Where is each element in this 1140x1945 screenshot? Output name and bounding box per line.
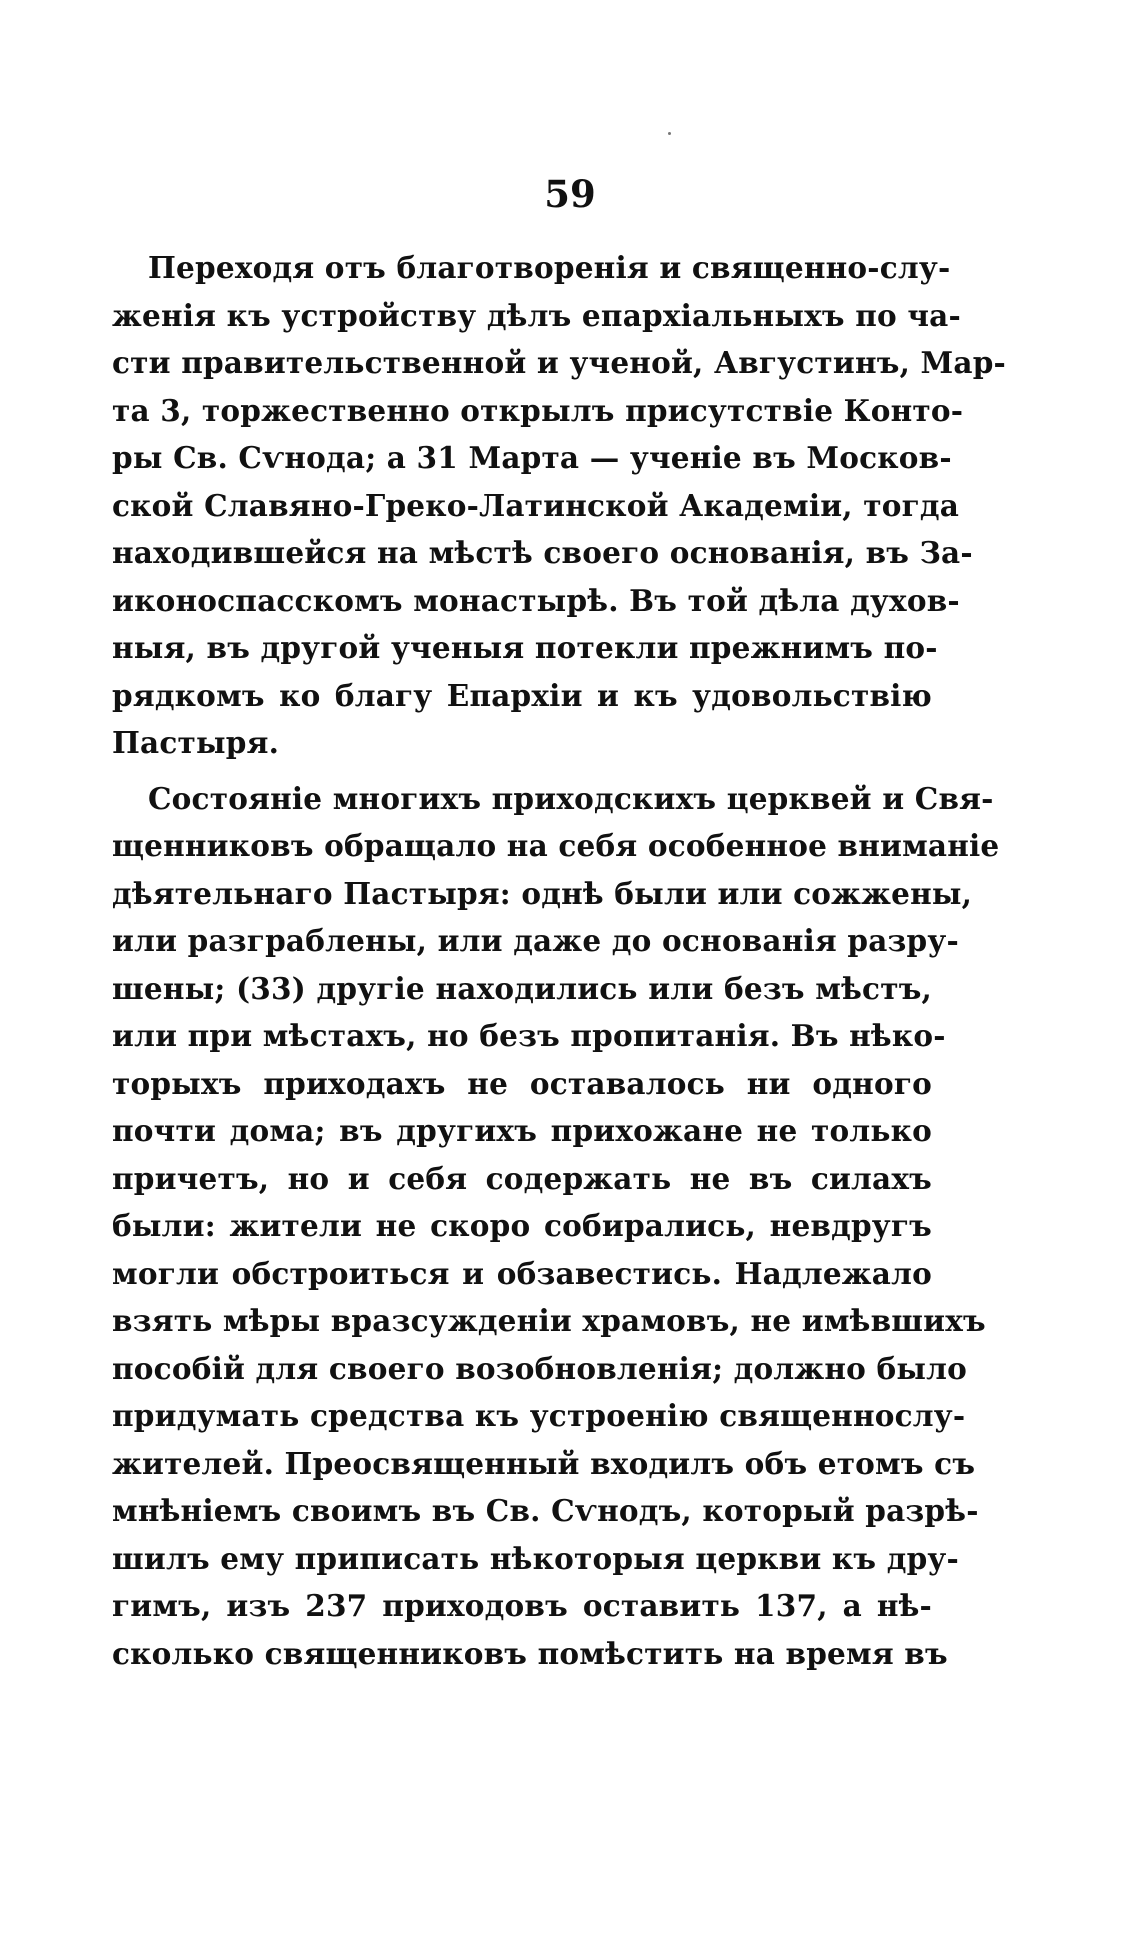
text-line: находившейся на мѣстѣ своего основанія, въ За- — [112, 535, 973, 570]
text-line: шены; (33) другіе находились или безъ мѣстъ, — [112, 970, 932, 1006]
speck-mark — [668, 132, 671, 135]
text-line: почти дома; въ другихъ прихожане не только — [112, 1113, 932, 1148]
text-line: та 3, торжественно открылъ присутствіе Конто- — [112, 392, 964, 428]
text-line: ской Славяно-Греко-Латинской Академіи, тогда — [112, 487, 960, 523]
text-line: торыхъ приходахъ не оставалось ни одного — [112, 1065, 932, 1101]
text-line: шилъ ему приписать нѣкоторыя церкви къ дру- — [112, 1540, 959, 1576]
text-line: были: жители не скоро собирались, невдругъ — [112, 1208, 932, 1243]
text-line: дѣятельнаго Пастыря: однѣ были или сожжены, — [112, 875, 973, 911]
text-line: мнѣніемъ своимъ въ Св. Сѵнодъ, который разрѣ- — [112, 1493, 979, 1528]
text-line: пособій для своего возобновленія; должно было — [112, 1350, 968, 1386]
text-line: женія къ устройству дѣлъ епархіальныхъ по ча- — [112, 297, 961, 333]
text-line: Пастыря. — [112, 725, 280, 760]
text-line: Состояніе многихъ приходскихъ церквей и Свя- — [148, 780, 994, 816]
text-line: гимъ, изъ 237 приходовъ оставить 137, а нѣ- — [112, 1588, 932, 1623]
text-line: ныя, въ другой ученыя потекли прежнимъ по- — [112, 630, 938, 665]
page-number: 59 — [544, 172, 596, 216]
paragraph-2 — [112, 775, 1000, 1678]
text-line: рядкомъ ко благу Епархіи и къ удовольствію — [112, 677, 932, 713]
text-line: причетъ, но и себя содержать не въ силахъ — [112, 1160, 932, 1196]
body-text — [112, 244, 1006, 1677]
text-line: ры Св. Сѵнода; а 31 Марта — ученіе въ Москов- — [112, 440, 952, 475]
text-line: придумать средства къ устроенію священнослу- — [112, 1398, 966, 1433]
text-line: жителей. Преосвященный входилъ объ етомъ съ — [112, 1445, 976, 1481]
text-line: щенниковъ обращало на себя особенное вниманіе — [112, 828, 1000, 863]
text-line: или при мѣстахъ, но безъ пропитанія. Въ нѣко- — [112, 1018, 946, 1053]
text-line: иконоспасскомъ монастырѣ. Въ той дѣла духов- — [112, 582, 960, 618]
text-line: сти правительственной и ученой, Августинъ, Мар- — [112, 345, 1006, 380]
text-line: могли обстроиться и обзавестись. Надлежало — [112, 1255, 932, 1291]
text-line: сколько священниковъ помѣстить на время въ — [112, 1635, 948, 1671]
text-line: Переходя отъ благотворенія и священно-слу- — [148, 250, 951, 285]
text-line: или разграблены, или даже до основанія разру- — [112, 923, 959, 958]
text-line: взять мѣры вразсужденіи храмовъ, не имѣвшихъ — [112, 1303, 986, 1338]
paragraph-1 — [112, 244, 1006, 767]
